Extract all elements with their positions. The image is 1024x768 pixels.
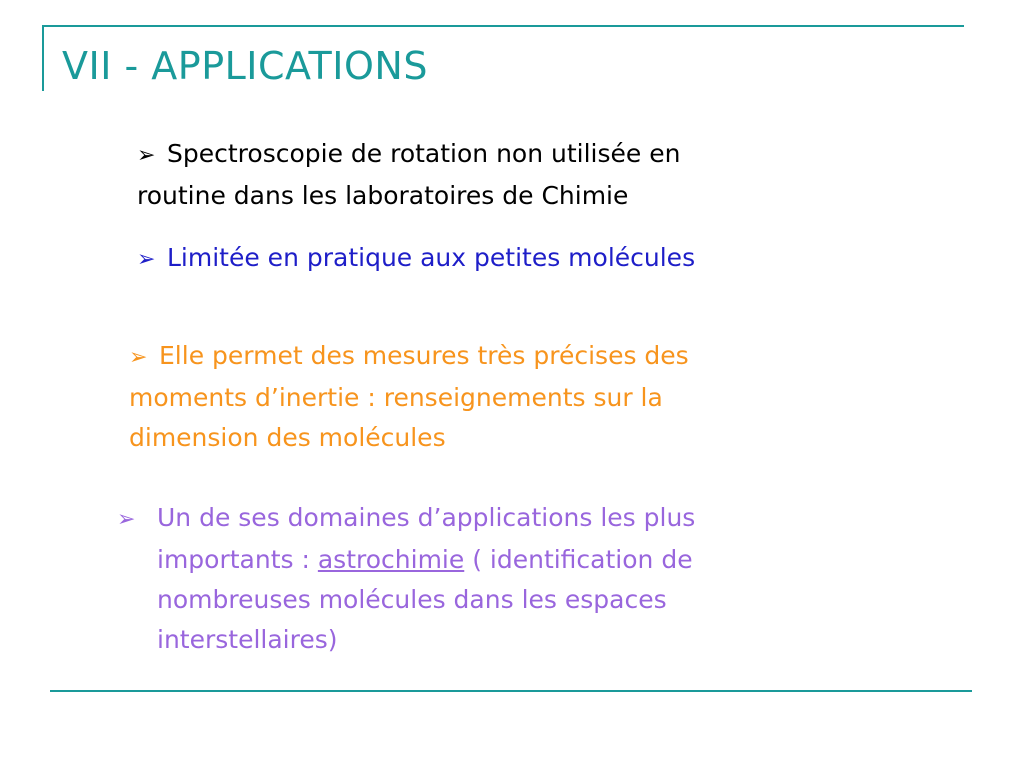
arrow-bullet-icon: ➢ [137, 143, 156, 168]
astrochimie-term: astrochimie [317, 545, 465, 574]
bullet-text: importants : [157, 545, 318, 574]
bottom-rule [50, 690, 972, 692]
bullet-text: ( identification de [464, 545, 693, 574]
bullet-text: interstellaires) [157, 625, 338, 654]
slide-title: VII - APPLICATIONS [62, 44, 428, 88]
bullet-small-molecules [137, 238, 695, 280]
bullet-text: moments d’inertie : renseignements sur la [129, 383, 663, 412]
bullet-line [117, 498, 695, 540]
bullet-rotation-spectroscopy [137, 134, 680, 216]
bullet-text: Spectroscopie de rotation non utilisée en [167, 139, 681, 168]
arrow-bullet-icon: ➢ [117, 507, 136, 532]
bullet-text: nombreuses molécules dans les espaces [157, 585, 667, 614]
bullet-line [129, 336, 689, 378]
arrow-bullet-icon: ➢ [129, 345, 148, 370]
bullet-inertia-measurements [129, 336, 689, 458]
bullet-text: dimension des molécules [129, 423, 446, 452]
bullet-text: Elle permet des mesures très précises des [159, 341, 689, 370]
bullet-text: Un de ses domaines d’applications les plus [157, 503, 696, 532]
bullet-text: Limitée en pratique aux petites molécules [167, 243, 696, 272]
bullet-text: routine dans les laboratoires de Chimie [137, 181, 629, 210]
bullet-line [137, 238, 695, 280]
top-rule [44, 25, 964, 27]
bullet-astrochemistry [117, 498, 695, 660]
bullet-line [117, 540, 695, 580]
arrow-bullet-icon: ➢ [137, 247, 156, 272]
left-rule [42, 25, 44, 91]
bullet-line [137, 134, 680, 176]
